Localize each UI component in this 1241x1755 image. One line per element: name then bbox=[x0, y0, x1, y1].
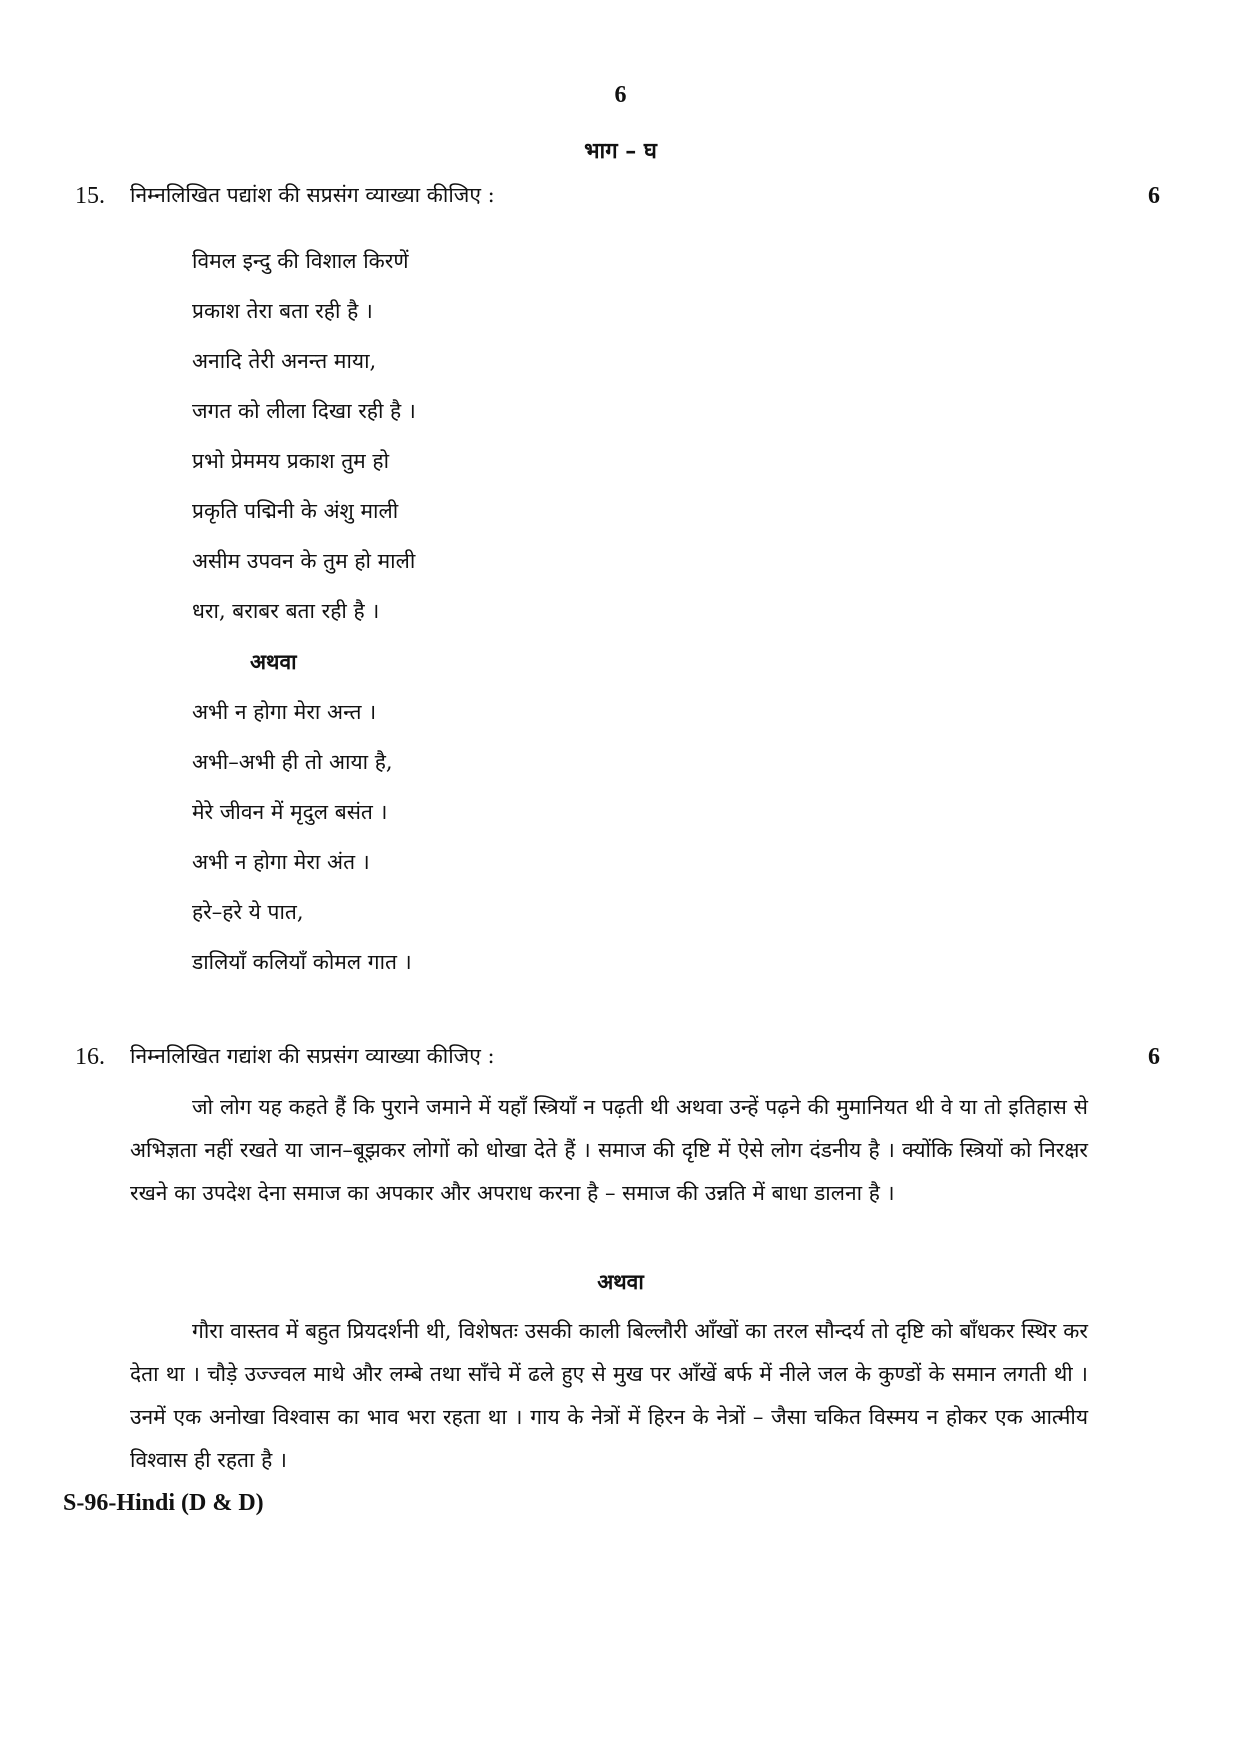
question-15-marks: 6 bbox=[1148, 183, 1160, 209]
poem-line: डालियाँ कलियाँ कोमल गात । bbox=[192, 950, 412, 974]
poem-line: असीम उपवन के तुम हो माली bbox=[192, 549, 416, 573]
page-number: 6 bbox=[614, 82, 627, 108]
poem-line: विमल इन्दु की विशाल किरणें bbox=[192, 249, 409, 273]
poem-line: अभी न होगा मेरा अन्त । bbox=[192, 700, 377, 724]
question-16-number: 16. bbox=[75, 1044, 105, 1070]
prose-passage-1: जो लोग यह कहते हैं कि पुराने जमाने में यहाँ स्त्रियाँ न पढ़ती थी अथवा उन्हें पढ़ने की मुमानियत थी वे या तो इतिहास से अभिज्ञता नहीं रखते या जान–बूझकर लोगों को धोखा देते हैं । समाज की दृष्टि में ऐसे लोग दंडनीय है । क्योंकि स्त्रियों को निरक्षर रखने का उपदेश देना समाज का अपकार और अपराध करना है – समाज की उन्नति में बाधा डालना है । bbox=[130, 1095, 1088, 1205]
poem-line: मेरे जीवन में मृदुल बसंत । bbox=[192, 800, 388, 824]
section-title: भाग – घ bbox=[584, 138, 657, 164]
poem-line: प्रकाश तेरा बता रही है । bbox=[192, 299, 373, 323]
poem-line: जगत को लीला दिखा रही है । bbox=[192, 399, 416, 423]
poem-line: प्रभो प्रेममय प्रकाश तुम हो bbox=[192, 449, 390, 473]
question-15-prompt: निम्नलिखित पद्यांश की सप्रसंग व्याख्या कीजिए : bbox=[130, 183, 495, 207]
paper-code-footer: S-96-Hindi (D & D) bbox=[63, 1490, 264, 1516]
poem-line: हरे–हरे ये पात, bbox=[192, 900, 304, 924]
or-label: अथवा bbox=[250, 649, 297, 674]
poem-line: अनादि तेरी अनन्त माया, bbox=[192, 349, 377, 373]
poem-line: अभी–अभी ही तो आया है, bbox=[192, 750, 393, 774]
or-label: अथवा bbox=[597, 1269, 644, 1294]
question-15-number: 15. bbox=[75, 183, 105, 209]
poem-line: अभी न होगा मेरा अंत । bbox=[192, 850, 370, 874]
question-16-prompt: निम्नलिखित गद्यांश की सप्रसंग व्याख्या कीजिए : bbox=[130, 1044, 495, 1068]
prose-passage-2: गौरा वास्तव में बहुत प्रियदर्शनी थी, विशेषतः उसकी काली बिल्लौरी आँखों का तरल सौन्दर्य तो दृष्टि को बाँधकर स्थिर कर देता था । चौड़े उज्ज्वल माथे और लम्बे तथा साँचे में ढले हुए से मुख पर आँखें बर्फ में नीले जल के कुण्डों के समान लगती थी । उनमें एक अनोखा विश्वास का भाव भरा रहता था । गाय के नेत्रों में हिरन के नेत्रों – जैसा चकित विस्मय न होकर एक आत्मीय विश्वास ही रहता है । bbox=[130, 1319, 1088, 1472]
poem-line: प्रकृति पद्मिनी के अंशु माली bbox=[192, 499, 399, 523]
question-16-marks: 6 bbox=[1148, 1044, 1160, 1070]
poem-line: धरा, बराबर बता रही है । bbox=[192, 599, 380, 623]
